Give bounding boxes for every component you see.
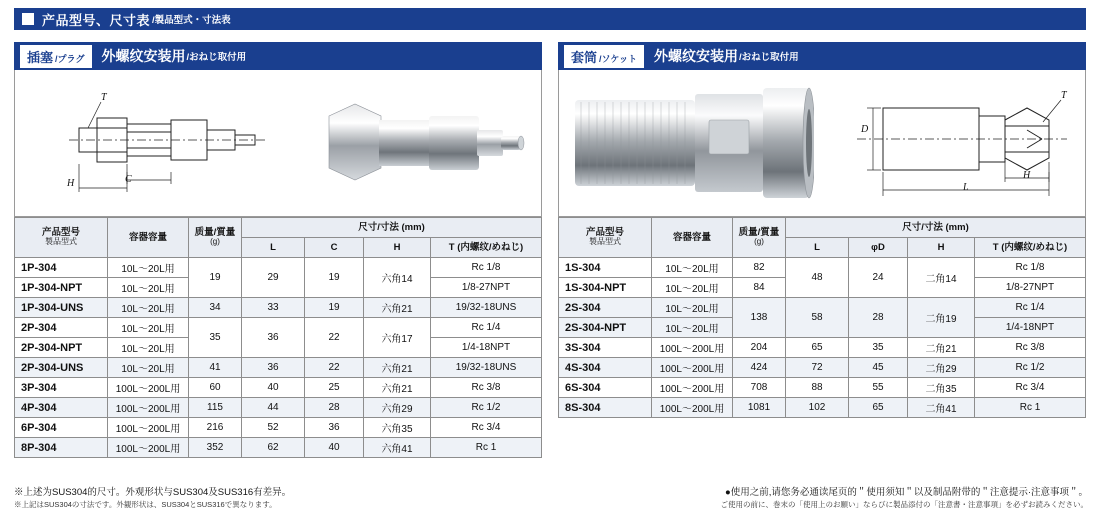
page-title-jp: /製品型式・寸法表 [152, 15, 231, 26]
th-plug-mass: 质量/質量 (g) [189, 218, 242, 258]
plug-photo [321, 94, 531, 194]
note-left-cn: ※上述为SUS304的尺寸。外观形状与SUS304及SUS316有差异。 [14, 487, 292, 498]
plug-spec-table [14, 217, 542, 458]
panel-plug-heading: 外螺纹安装用 [101, 48, 186, 64]
th-socket-mass: 质量/質量 (g) [733, 218, 786, 258]
table-row: 1P-304-NPT 10L〜20L用 1/8-27NPT [15, 278, 542, 298]
plug-label-h: H [67, 178, 75, 189]
plug-line-drawing [61, 80, 311, 210]
table-row: 2S-304 10L〜20L用 138 58 28 二角19 Rc 1/4 [559, 298, 1086, 318]
note-left-jp: ※上記はSUS304の寸法です。外観形状は、SUS304とSUS316で異なります。 [14, 500, 277, 509]
table-row: 8S-304 100L〜200L用 1081 102 65 二角41 Rc 1 [559, 398, 1086, 418]
panel-plug-tag-cn: 插塞 [27, 49, 54, 65]
table-row: 1P-304 10L〜20L用 19 29 19 六角14 Rc 1/8 [15, 258, 542, 278]
table-row: 2S-304-NPT 10L〜20L用 1/4-18NPT [559, 318, 1086, 338]
title-square-icon [22, 13, 34, 25]
socket-label-h: H [1023, 170, 1031, 181]
panel-plug-tag [20, 45, 92, 68]
table-row: 3S-304 100L〜200L用 204 65 35 二角21 Rc 3/8 [559, 338, 1086, 358]
panel-socket-tag [564, 45, 644, 68]
note-right-jp: ご使用の前に、巻末の「使用上のお願い」ならびに製品添付の「注意書・注意事項」を必ずお読みください。 [720, 500, 1088, 509]
th-socket-model: 产品型号 製品型式 [559, 218, 652, 258]
plug-label-c: C [125, 174, 132, 185]
table-row: 4P-304 100L〜200L用 115 44 28 六角29 Rc 1/2 [15, 398, 542, 418]
panel-socket-heading-jp: /おねじ取付用 [738, 52, 799, 63]
th-socket-t: T (内螺纹/めねじ) [975, 238, 1086, 258]
socket-spec-table [558, 217, 1086, 418]
table-row: 8P-304 100L〜200L用 352 62 40 六角41 Rc 1 [15, 438, 542, 458]
th-plug-l: L [242, 238, 305, 258]
socket-label-t: T [1061, 90, 1067, 101]
table-row: 1S-304-NPT 10L〜20L用 84 1/8-27NPT [559, 278, 1086, 298]
panel-plug-header [14, 42, 542, 70]
panel-plug-tag-jp: /プラグ [55, 53, 85, 64]
table-row: 2P-304-UNS 10L〜20L用 41 36 22 六角21 19/32-18UNS [15, 358, 542, 378]
panel-plug-heading-jp: /おねじ取付用 [186, 52, 247, 63]
table-row: 6S-304 100L〜200L用 708 88 55 二角35 Rc 3/4 [559, 378, 1086, 398]
panel-plug [14, 42, 542, 458]
table-row: 3P-304 100L〜200L用 60 40 25 六角21 Rc 3/8 [15, 378, 542, 398]
panel-socket-header [558, 42, 1086, 70]
th-plug-capacity: 容器容量 [108, 218, 189, 258]
table-row: 4S-304 100L〜200L用 424 72 45 二角29 Rc 1/2 [559, 358, 1086, 378]
table-row: 2P-304-NPT 10L〜20L用 1/4-18NPT [15, 338, 542, 358]
th-plug-t: T (内螺纹/めねじ) [431, 238, 542, 258]
th-plug-model: 产品型号 製品型式 [15, 218, 108, 258]
th-socket-d: φD [849, 238, 908, 258]
panel-plug-figure [14, 70, 542, 217]
table-row: 1S-304 10L〜20L用 82 48 24 二角14 Rc 1/8 [559, 258, 1086, 278]
note-left [14, 484, 291, 510]
plug-label-t: T [101, 92, 107, 103]
panel-socket [558, 42, 1086, 418]
panel-socket-heading: 外螺纹安装用 [653, 48, 738, 64]
th-plug-c: C [305, 238, 364, 258]
note-right-cn: ●使用之前,请您务必通读尾页的＂使用须知＂以及制品附带的＂注意提示·注意事项＂。 [724, 487, 1088, 498]
page-title-bar [14, 8, 1086, 30]
th-socket-h: H [908, 238, 975, 258]
panel-socket-tag-jp: /ソケット [599, 53, 637, 64]
panel-socket-tag-cn: 套筒 [571, 49, 598, 65]
socket-line-drawing [837, 78, 1077, 210]
table-row: 2P-304 10L〜20L用 35 36 22 六角17 Rc 1/4 [15, 318, 542, 338]
socket-label-d: D [861, 124, 869, 135]
th-plug-dimensions: 尺寸/寸法 (mm) [242, 218, 542, 238]
note-right [558, 484, 1088, 510]
page-title: 产品型号、尺寸表 [42, 12, 151, 28]
th-socket-capacity: 容器容量 [652, 218, 733, 258]
th-socket-l: L [786, 238, 849, 258]
socket-photo [569, 84, 814, 204]
th-plug-h: H [364, 238, 431, 258]
table-row: 6P-304 100L〜200L用 216 52 36 六角35 Rc 3/4 [15, 418, 542, 438]
th-socket-dimensions: 尺寸/寸法 (mm) [786, 218, 1086, 238]
table-row: 1P-304-UNS 10L〜20L用 34 33 19 六角21 19/32-18UNS [15, 298, 542, 318]
panel-socket-figure [558, 70, 1086, 217]
socket-label-l: L [963, 182, 969, 193]
